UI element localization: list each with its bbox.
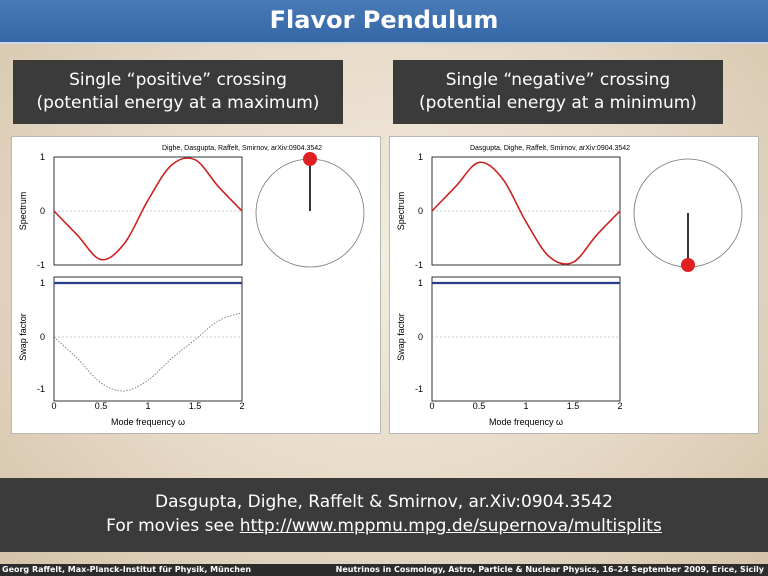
right-bottom-frame xyxy=(432,277,620,401)
footer-author: Georg Raffelt, Max-Planck-Institut für Physik, München xyxy=(2,565,252,574)
left-pendulum-bob xyxy=(303,152,317,166)
right-bottom-ytick-1: 1 xyxy=(417,278,423,288)
left-caption-line1: Single “positive” crossing xyxy=(69,70,287,90)
right-bottom-ytick-m1: -1 xyxy=(414,384,423,394)
right-caption-line1: Single “negative” crossing xyxy=(445,70,671,90)
left-top-ytick-0: 0 xyxy=(39,206,45,216)
left-top-ytick-m1: -1 xyxy=(36,260,45,270)
left-bottom-ytick-m1: -1 xyxy=(36,384,45,394)
right-top-ytick-m1: -1 xyxy=(414,260,423,270)
right-xtick-15: 1.5 xyxy=(566,401,580,411)
right-pendulum-bob xyxy=(681,258,695,272)
reference-movies-prefix: For movies see xyxy=(106,516,240,536)
left-top-ytick-1: 1 xyxy=(39,152,45,162)
right-top-ytick-1: 1 xyxy=(417,152,423,162)
left-xtick-0: 0 xyxy=(51,401,57,411)
left-xtick-2: 2 xyxy=(239,401,245,411)
left-xtick-15: 1.5 xyxy=(188,401,202,411)
left-figure-credit: Dighe, Dasgupta, Raffelt, Smirnov, arXiv:0904.3542 xyxy=(161,145,323,152)
left-bottom-ylabel: Swap factor xyxy=(18,313,28,361)
right-caption xyxy=(393,60,723,124)
left-figure xyxy=(11,136,381,434)
right-figure-credit: Dasgupta, Dighe, Raffelt, Smirnov, arXiv:0904.3542 xyxy=(469,145,631,152)
reference-movies-line xyxy=(0,514,768,538)
right-top-ylabel: Spectrum xyxy=(396,191,406,231)
left-bottom-ytick-1: 1 xyxy=(39,278,45,288)
right-xtick-0: 0 xyxy=(429,401,435,411)
footer-conference: Neutrinos in Cosmology, Astro, Particle & Nuclear Physics, 16–24 September 2009, Erice, Sicily xyxy=(335,565,764,574)
left-spectrum-curve xyxy=(54,158,242,260)
right-top-ytick-0: 0 xyxy=(417,206,423,216)
slide-title: Flavor Pendulum xyxy=(0,0,768,44)
right-figure xyxy=(389,136,759,434)
right-spectrum-curve xyxy=(432,162,620,264)
movies-link[interactable]: http://www.mppmu.mpg.de/supernova/multisplits xyxy=(239,516,662,536)
left-swap-curve xyxy=(54,313,242,391)
right-xtick-2: 2 xyxy=(617,401,623,411)
left-top-ylabel: Spectrum xyxy=(18,191,28,231)
right-bottom-ytick-0: 0 xyxy=(417,332,423,342)
left-xtick-05: 0.5 xyxy=(94,401,108,411)
reference-box xyxy=(0,478,768,552)
left-xlabel: Mode frequency ω xyxy=(110,417,186,427)
right-xtick-1: 1 xyxy=(523,401,529,411)
left-bottom-ytick-0: 0 xyxy=(39,332,45,342)
right-figure-svg xyxy=(390,137,758,433)
right-xtick-05: 0.5 xyxy=(472,401,486,411)
right-xlabel: Mode frequency ω xyxy=(488,417,564,427)
reference-citation: Dasgupta, Dighe, Raffelt & Smirnov, ar.Xiv:0904.3542 xyxy=(155,492,613,512)
footer xyxy=(0,564,768,576)
left-xtick-1: 1 xyxy=(145,401,151,411)
left-caption-line2: (potential energy at a maximum) xyxy=(36,93,320,113)
left-caption xyxy=(13,60,343,124)
left-bottom-frame xyxy=(54,277,242,401)
right-caption-line2: (potential energy at a minimum) xyxy=(419,93,697,113)
left-figure-svg xyxy=(12,137,380,433)
right-bottom-ylabel: Swap factor xyxy=(396,313,406,361)
